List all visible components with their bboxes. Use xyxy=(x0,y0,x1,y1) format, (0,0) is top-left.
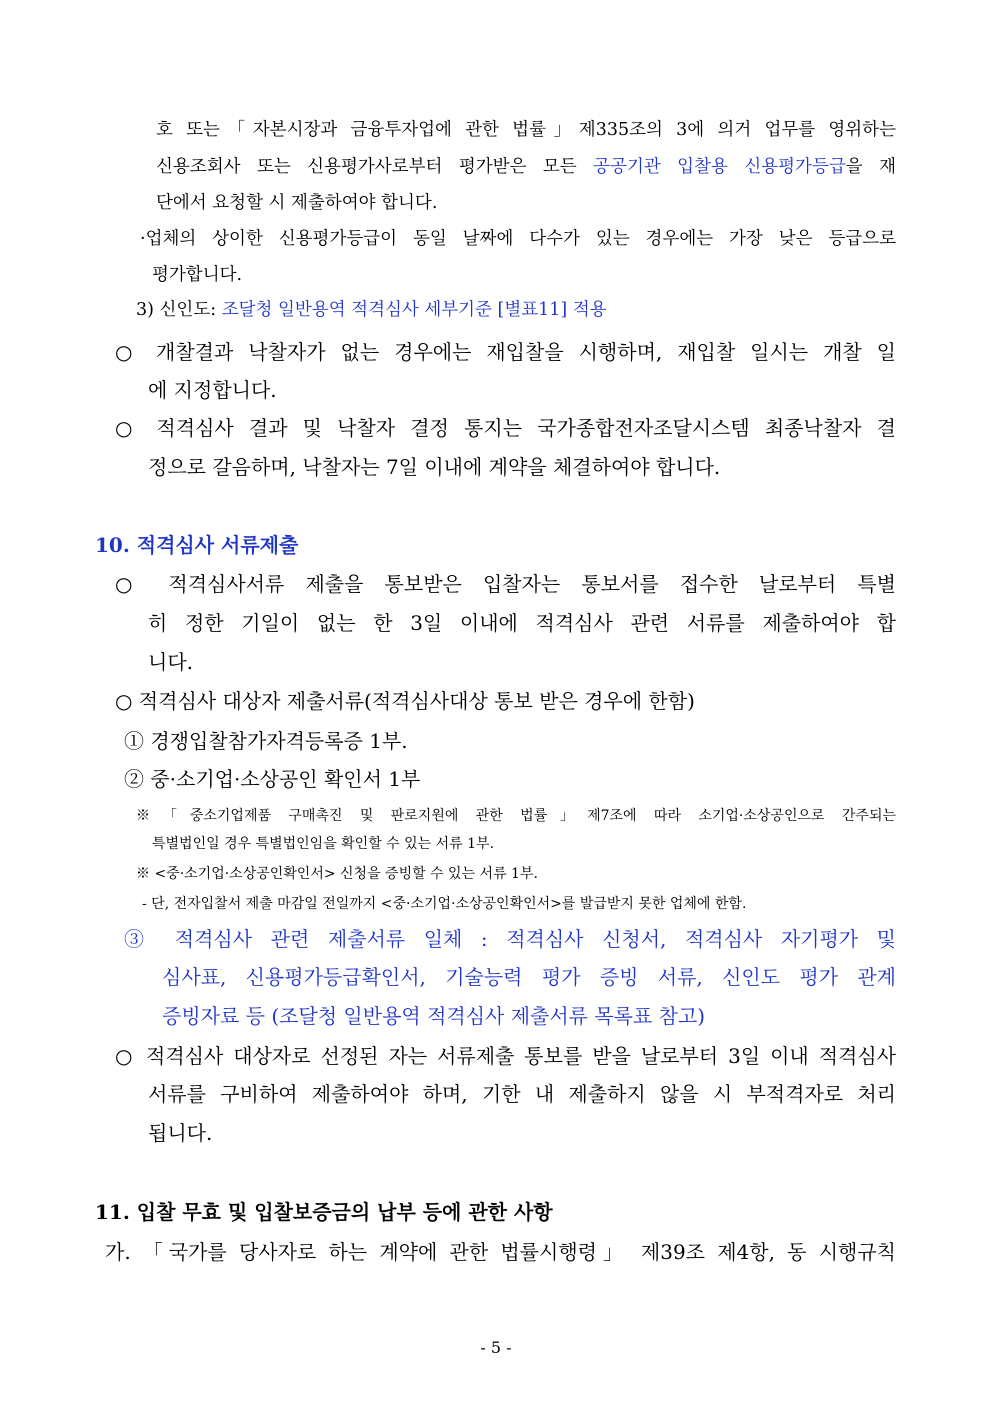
bullet-line: ·업체의 상이한 신용평가등급이 동일 날짜에 다수가 있는 경우에는 가장 낮은 등급으로 xyxy=(140,229,896,249)
body-line: 호 또는「자본시장과 금융투자업에 관한 법률」제335조의 3에 의거 업무를 영위하는 xyxy=(156,120,896,140)
numbered-item: ② 중·소기업·소상공인 확인서 1부 xyxy=(124,767,421,791)
body-line xyxy=(156,153,896,178)
note-line: - 단, 전자입찰서 제출 마감일 전일까지 <중·소기업·소상공인확인서>를 발급받지 못한 업체에 한함. xyxy=(142,896,747,912)
circle-item: ○ 적격심사 대상자 제출서류(적격심사대상 통보 받은 경우에 한함) xyxy=(115,689,695,713)
page-number: - 5 - xyxy=(480,1338,512,1357)
body-line: 서류를 구비하여 제출하여야 하며, 기한 내 제출하지 않을 시 부적격자로 처리 xyxy=(148,1082,896,1106)
circle-item: ○ 적격심사 결과 및 낙찰자 결정 통지는 국가종합전자조달시스템 최종낙찰자 결 xyxy=(115,416,896,440)
section-heading: 11. 입찰 무효 및 입찰보증금의 납부 등에 관한 사항 xyxy=(95,1200,553,1224)
body-text: 을 재 xyxy=(845,157,897,177)
section-heading: 10. 적격심사 서류제출 xyxy=(95,533,299,557)
body-text: 신용조회사 또는 신용평가사로부터 평가받은 모든 xyxy=(156,157,594,177)
body-line: 평가합니다. xyxy=(152,265,243,285)
highlight-text: 공공기관 입찰용 신용평가등급 xyxy=(593,157,846,177)
body-line: 에 지정합니다. xyxy=(148,378,277,402)
numbered-item: ③ 적격심사 관련 제출서류 일체 : 적격심사 신청서, 적격심사 자기평가 및 xyxy=(124,927,896,951)
body-line: 심사표, 신용평가등급확인서, 기술능력 평가 증빙 서류, 신인도 평가 관계 xyxy=(162,965,896,989)
circle-item: ○ 개찰결과 낙찰자가 없는 경우에는 재입찰을 시행하며, 재입찰 일시는 개찰 일 xyxy=(115,340,896,364)
body-line: 정으로 갈음하며, 낙찰자는 7일 이내에 계약을 체결하여야 합니다. xyxy=(148,455,721,479)
circle-item: ○ 적격심사서류 제출을 통보받은 입찰자는 통보서를 접수한 날로부터 특별 xyxy=(115,572,896,596)
body-line: 증빙자료 등 (조달청 일반용역 적격심사 제출서류 목록표 참고) xyxy=(162,1004,706,1028)
circle-item: ○ 적격심사 대상자로 선정된 자는 서류제출 통보를 받을 날로부터 3일 이내 적격심사 xyxy=(115,1044,896,1068)
note-line: ※「중소기업제품 구매촉진 및 판로지원에 관한 법률」제7조에 따라 소기업·소상공인으로 간주되는 xyxy=(136,808,896,824)
item-line xyxy=(136,296,607,321)
body-line: 히 정한 기일이 없는 한 3일 이내에 적격심사 관련 서류를 제출하여야 합 xyxy=(148,611,896,635)
highlight-text: 조달청 일반용역 적격심사 세부기준 [별표11] 적용 xyxy=(221,300,607,320)
body-line: 가. 「국가를 당사자로 하는 계약에 관한 법률시행령」 제39조 제4항, 동 시행규칙 xyxy=(105,1240,896,1264)
item-label: 3) 신인도: xyxy=(136,300,222,320)
body-line: 니다. xyxy=(148,650,193,674)
note-line: 특별법인일 경우 특별법인임을 확인할 수 있는 서류 1부. xyxy=(152,836,495,852)
body-line: 단에서 요청할 시 제출하여야 합니다. xyxy=(156,193,438,213)
body-line: 됩니다. xyxy=(148,1121,213,1145)
numbered-item: ① 경쟁입찰참가자격등록증 1부. xyxy=(124,729,408,753)
note-line: ※ <중·소기업·소상공인확인서> 신청을 증빙할 수 있는 서류 1부. xyxy=(136,866,538,882)
